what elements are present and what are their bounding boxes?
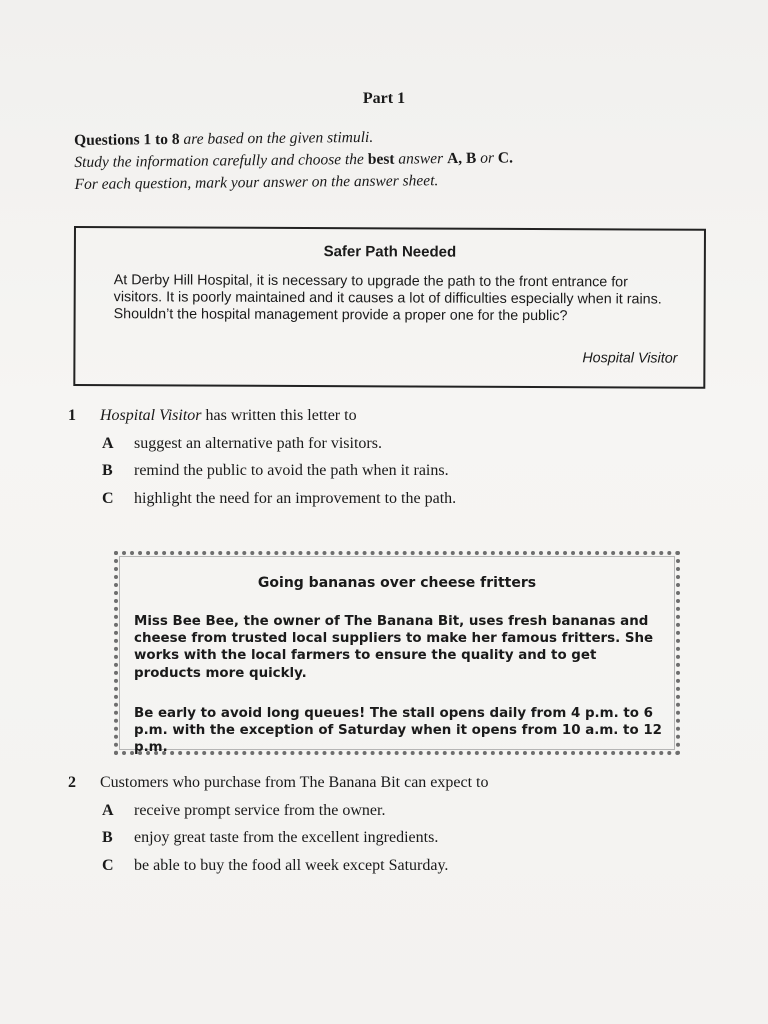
instructions-text: Study the information carefully and choose the [74,150,368,171]
answer-option-b[interactable] [68,824,708,852]
comma: , [458,149,467,167]
stimulus-letter-box [73,226,706,389]
question-1-stem-text [100,402,357,430]
option-letter-c: C [497,149,510,167]
question-1 [68,402,708,512]
option-letter: C [102,856,114,874]
question-2 [68,769,708,879]
answer-option-a[interactable] [68,797,708,825]
stem-italic: Hospital Visitor [100,407,202,424]
instructions-line-3: For each question, mark your answer on the answer sheet. [74,172,439,193]
stimulus-2-paragraph-2: Be early to avoid long queues! The stall opens daily from 4 p.m. to 6 p.m. with the exception of Saturday when it opens from 10 a.m. to 12 p.m. [134,706,662,756]
period: . [508,149,514,167]
question-2-stem-text: Customers who purchase from The Banana Bit can expect to [100,774,489,791]
instructions [74,124,695,196]
answer-option-c[interactable] [68,485,708,513]
best-word: best [367,150,395,168]
option-text: suggest an alternative path for visitors. [134,434,382,452]
stimulus-2-paragraph-1: Miss Bee Bee, the owner of The Banana Bit, uses fresh bananas and cheese from trusted local suppliers to make her famous fritters. She works with the local farmers to ensure the quality and to get products more quickly. [134,614,654,681]
option-letter: A [102,801,114,819]
option-text: receive prompt service from the owner. [134,801,386,819]
option-letter-a: A [446,149,459,168]
question-number: 2 [68,774,76,791]
stimulus-notice-box [114,551,680,755]
option-letter: C [102,489,114,507]
answer-option-c[interactable] [68,852,708,880]
option-text: highlight the need for an improvement to the path. [134,489,457,507]
instructions-text: answer [394,150,448,168]
option-letter: B [102,462,113,479]
stem-rest: has written this letter to [201,407,357,424]
questions-range: Questions 1 to 8 [74,130,180,149]
option-text: remind the public to avoid the path when it rains. [134,462,449,479]
question-1-stem [68,402,708,430]
option-letter: A [102,434,114,452]
option-text: enjoy great taste from the excellent ingredients. [134,829,439,846]
option-letter-b: B [465,149,477,167]
stimulus-1-title: Safer Path Needed [323,243,457,261]
part-title: Part 1 [362,90,406,107]
answer-option-a[interactable] [68,430,708,458]
question-number: 1 [68,407,76,424]
answer-option-b[interactable] [68,457,708,485]
option-letter: B [102,829,113,846]
stimulus-1-body: At Derby Hill Hospital, it is necessary to upgrade the path to the front entrance for visitors. It is poorly maintained and it causes a lot of difficulties especially when it rains. Shouldn’t the hospital management provide a proper one for the public? [113,272,662,325]
instructions-line-1-text: are based on the given stimuli. [179,128,374,148]
question-2-stem [68,769,708,797]
option-text: be able to buy the food all week except Saturday. [134,856,449,874]
or-word: or [476,149,498,167]
stimulus-2-title: Going bananas over cheese fritters [257,575,537,591]
stimulus-1-signature: Hospital Visitor [582,350,678,367]
